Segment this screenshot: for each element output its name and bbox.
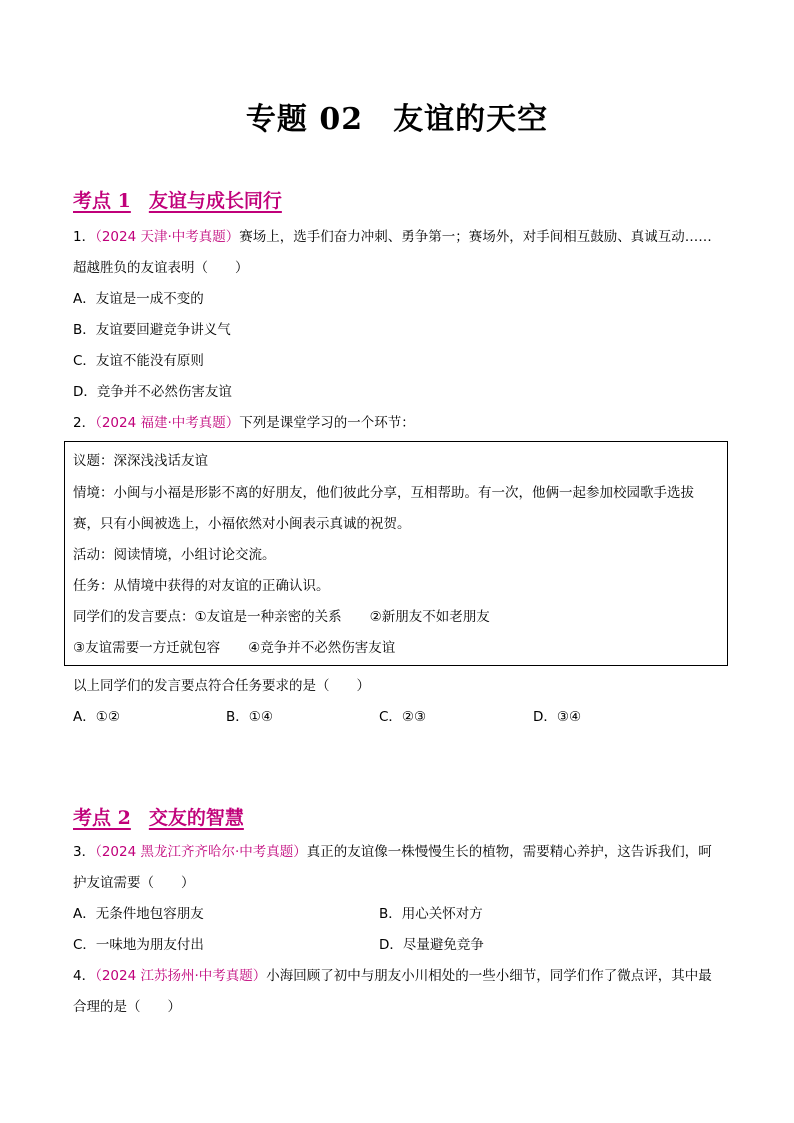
q2-point-2: ②新朋友不如老朋友 (369, 609, 490, 625)
q2-box-situation-2: 赛，只有小闽被选上，小福依然对小闽表示真诚的祝贺。 (73, 516, 411, 532)
q2-points-label: 同学们的发言要点： (73, 609, 195, 625)
section-2-title: 交友的智慧 (148, 807, 244, 829)
q4-source: （2024 江苏扬州·中考真题） (95, 968, 267, 984)
q1-option-b: B．友谊要回避竞争讲义气 (73, 322, 231, 338)
q1-stem-text-1: 赛场上，选手们奋力冲刺、勇争第一；赛场外，对手间相互鼓励、真诚互动…… (239, 229, 712, 245)
q2-option-b: B．①④ (226, 709, 273, 725)
q3-stem-line-1 (73, 843, 712, 861)
q1-stem-line-1 (73, 228, 712, 246)
q2-material-box (64, 441, 728, 666)
q2-stem-text: 下列是课堂学习的一个环节： (239, 415, 415, 431)
section-1-label: 考点 1 (73, 190, 131, 212)
q3-number: 3． (73, 844, 96, 860)
q2-box-points-row-1 (73, 608, 490, 626)
q3-option-d: D．尽量避免竞争 (379, 937, 484, 953)
q4-stem-line-1 (73, 967, 712, 985)
q3-option-b: B．用心关怀对方 (379, 906, 483, 922)
q2-box-activity: 活动：阅读情境，小组讨论交流。 (73, 547, 276, 563)
q2-source: （2024 福建·中考真题） (95, 415, 240, 431)
q3-source: （2024 黑龙江齐齐哈尔·中考真题） (95, 844, 307, 860)
section-2-label: 考点 2 (73, 807, 131, 829)
q2-point-1: ①友谊是一种亲密的关系 (194, 609, 342, 625)
q4-stem-text-1: 小海回顾了初中与朋友小川相处的一些小细节，同学们作了微点评，其中最 (266, 968, 712, 984)
q1-number: 1． (73, 229, 96, 245)
q2-number: 2． (73, 415, 96, 431)
q3-option-a: A．无条件地包容朋友 (73, 906, 204, 922)
q2-option-a: A．①② (73, 709, 120, 725)
section-heading-1 (73, 186, 282, 213)
q4-number: 4． (73, 968, 96, 984)
q2-box-topic: 议题：深深浅浅话友谊 (73, 453, 208, 469)
q1-option-c: C．友谊不能没有原则 (73, 353, 204, 369)
q1-option-a: A．友谊是一成不变的 (73, 291, 204, 307)
section-heading-2 (73, 803, 244, 830)
q2-option-c: C．②③ (379, 709, 427, 725)
title-main: 专题 02 (245, 102, 364, 137)
q1-stem-line-2: 超越胜负的友谊表明（ ） (73, 260, 249, 276)
q1-source: （2024 天津·中考真题） (95, 229, 240, 245)
q3-stem-line-2: 护友谊需要（ ） (73, 875, 195, 891)
page-title (0, 94, 794, 138)
title-sub: 友谊的天空 (393, 102, 549, 137)
q2-point-4: ④竞争并不必然伤害友谊 (248, 640, 396, 656)
q3-option-c: C．一味地为朋友付出 (73, 937, 204, 953)
q3-stem-text-1: 真正的友谊像一株慢慢生长的植物，需要精心养护，这告诉我们，呵 (306, 844, 712, 860)
q2-box-situation-1: 情境：小闽与小福是形影不离的好朋友，他们彼此分享，互相帮助。有一次，他俩一起参加校园歌手选拔 (73, 485, 694, 501)
q4-stem-line-2: 合理的是（ ） (73, 999, 181, 1015)
q2-stem (73, 414, 415, 432)
section-1-title: 友谊与成长同行 (148, 190, 282, 212)
q2-option-d: D．③④ (533, 709, 582, 725)
q2-box-task: 任务：从情境中获得的对友谊的正确认识。 (73, 578, 330, 594)
q2-point-3: ③友谊需要一方迁就包容 (73, 640, 221, 656)
q2-question: 以上同学们的发言要点符合任务要求的是（ ） (73, 678, 370, 694)
q2-box-points-row-2 (73, 639, 395, 657)
q1-option-d: D．竞争并不必然伤害友谊 (73, 384, 232, 400)
